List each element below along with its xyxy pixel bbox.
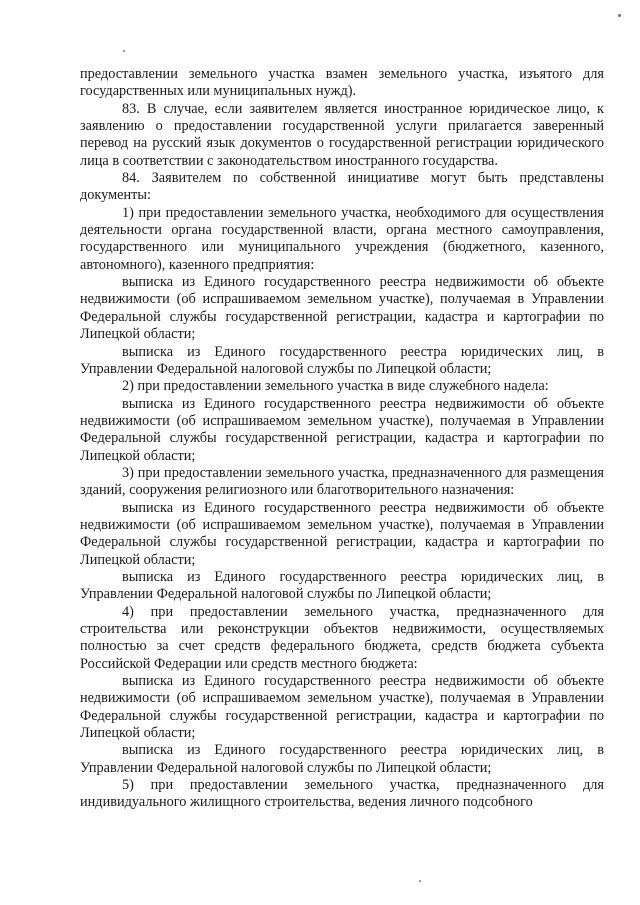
- subitem-5: 5) при предоставлении земельного участка, предназначенного для индивидуального жилищного строительства, ведения личного подсобного: [80, 777, 604, 811]
- document-body: [80, 66, 604, 812]
- scan-speck: [618, 14, 621, 17]
- paragraph-extract-real-estate: выписка из Единого государственного реестра недвижимости об объекте недвижимости (об испрашиваемом земельном участке), получаемая в Управлении Федеральной службы государственной регистрации, кадастра и картографии по Липецкой области;: [80, 673, 604, 742]
- paragraph-extract-legal-entities: выписка из Единого государственного реестра юридических лиц, в Управлении Федеральной налоговой службы по Липецкой области;: [80, 568, 604, 603]
- scan-speck: [123, 50, 125, 52]
- paragraph-extract-real-estate: выписка из Единого государственного реестра недвижимости об объекте недвижимости (об испрашиваемом земельном участке), получаемая в Управлении Федеральной службы государственной регистрации, кадастра и картографии по Липецкой области;: [80, 395, 604, 464]
- paragraph-extract-legal-entities: выписка из Единого государственного реестра юридических лиц, в Управлении Федеральной налоговой службы по Липецкой области;: [80, 742, 604, 776]
- subitem-2: 2) при предоставлении земельного участка в виде служебного надела:: [122, 378, 549, 395]
- paragraph-extract-real-estate: выписка из Единого государственного реестра недвижимости об объекте недвижимости (об испрашиваемом земельном участке), получаемая в Управлении Федеральной службы государственной регистрации, кадастра и картографии по Липецкой области;: [80, 499, 604, 568]
- subitem-3: 3) при предоставлении земельного участка, предназначенного для размещения зданий, сооружения религиозного или благотворительного назначения:: [80, 464, 604, 499]
- paragraph-continuation: предоставлении земельного участка взамен земельного участка, изъятого для государственных или муниципальных нужд).: [80, 66, 604, 100]
- paragraph-extract-legal-entities: выписка из Единого государственного реестра юридических лиц, в Управлении Федеральной налоговой службы по Липецкой области;: [80, 343, 604, 377]
- paragraph-item-84: 84. Заявителем по собственной инициативе могут быть представлены документы:: [80, 170, 604, 204]
- scan-speck: [419, 880, 421, 882]
- subitem-1: 1) при предоставлении земельного участка, необходимого для осуществления деятельности органа государственной власти, органа местного самоуправления, государственного или муниципального учреждения (бюджетного, казенного, автономного), казенного предприятия:: [80, 204, 604, 273]
- paragraph-item-83: 83. В случае, если заявителем является иностранное юридическое лицо, к заявлению о предоставлении государственной услуги прилагается заверенный перевод на русский язык документов о государственной регистрации юридического лица в соответствии с законодательством иностранного государства.: [80, 100, 604, 169]
- subitem-4: 4) при предоставлении земельного участка, предназначенного для строительства или реконструкции объектов недвижимости, осуществляемых полностью за счет средств федерального бюджета, средств бюджета субъекта Российской Федерации или средств местного бюджета:: [80, 603, 604, 672]
- paragraph-extract-real-estate: выписка из Единого государственного реестра недвижимости об объекте недвижимости (об испрашиваемом земельном участке), получаемая в Управлении Федеральной службы государственной регистрации, кадастра и картографии по Липецкой области;: [80, 274, 604, 343]
